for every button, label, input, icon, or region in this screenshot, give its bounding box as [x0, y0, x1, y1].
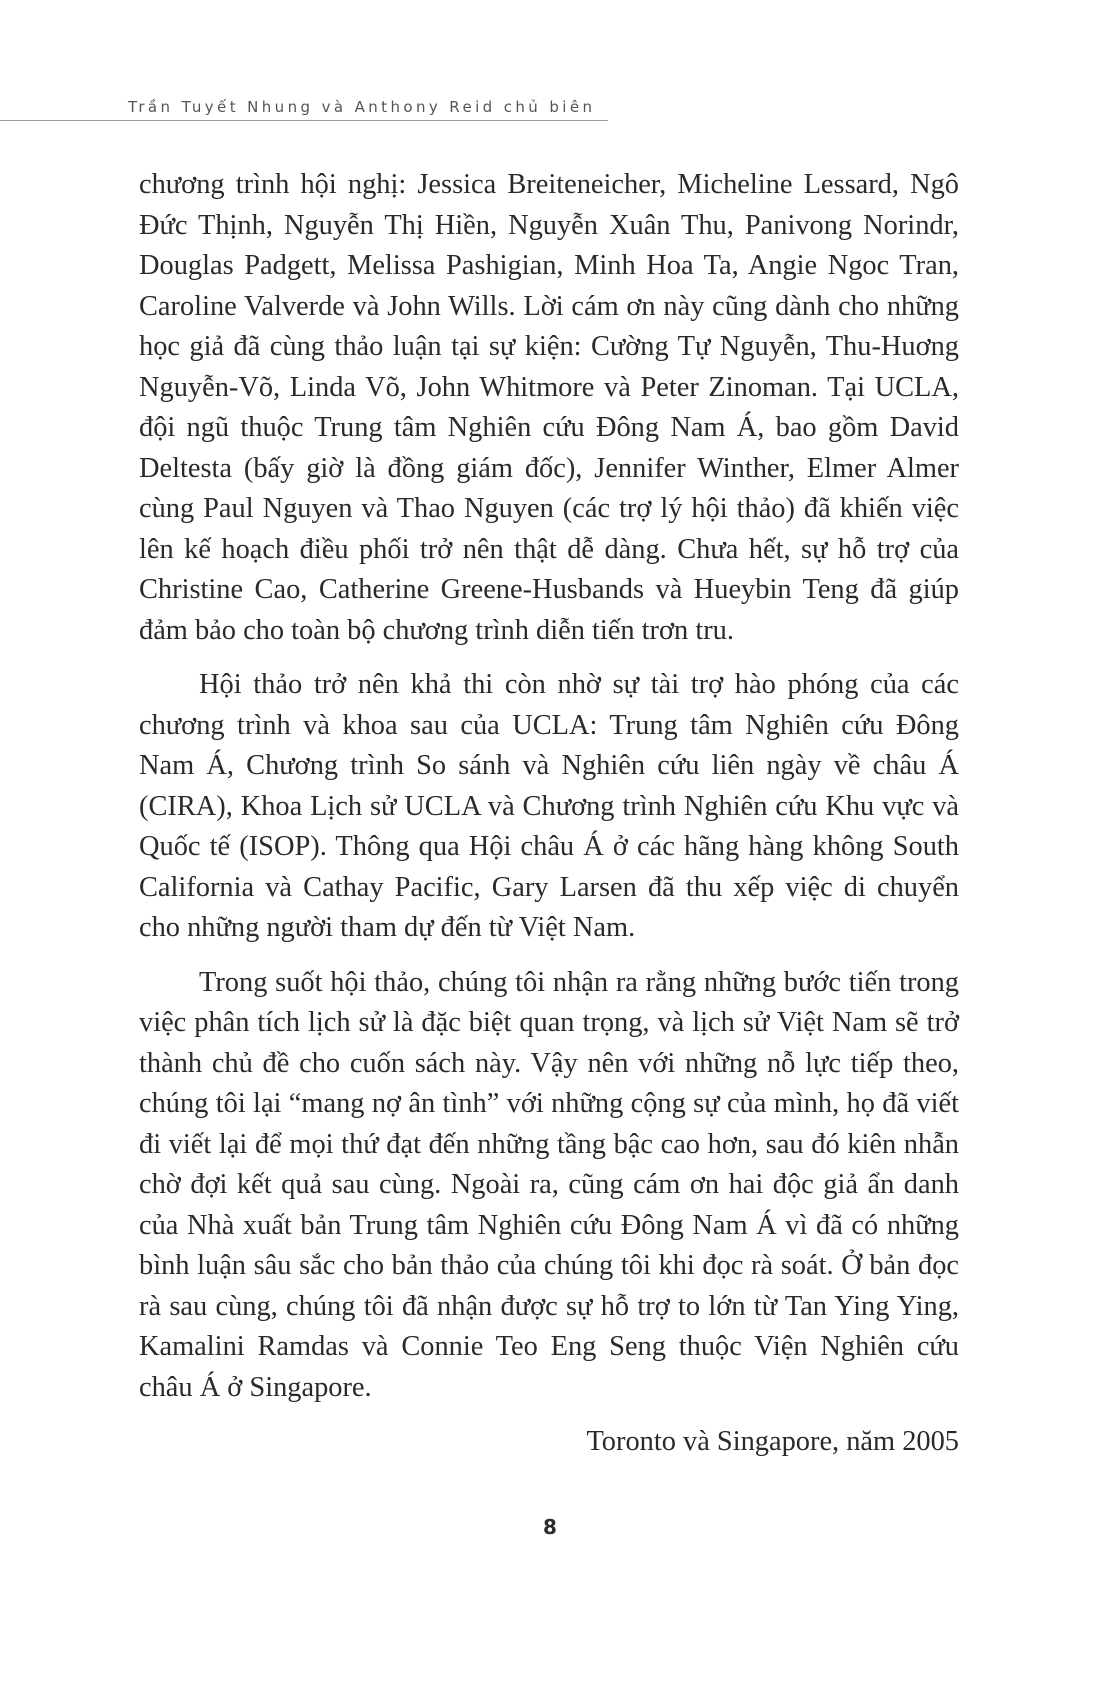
- signoff-place-date: Toronto và Singapore, năm 2005: [586, 1426, 959, 1457]
- paragraph-3: Trong suốt hội thảo, chúng tôi nhận ra rằng những bước tiến trong việc phân tích lịch sử là đặc biệt quan trọng, và lịch sử Việt Nam sẽ trở thành chủ đề cho cuốn sách này. Vậy nên với những nỗ lực tiếp theo, chúng tôi lại “mang nợ ân tình” với những cộng sự của mình, họ đã viết đi viết lại để mọi thứ đạt đến những tầng bậc cao hơn, sau đó kiên nhẫn chờ đợi kết quả sau cùng. Ngoài ra, cũng cám ơn hai độc giả ẩn danh của Nhà xuất bản Trung tâm Nghiên cứu Đông Nam Á vì đã có những bình luận sâu sắc cho bản thảo của chúng tôi khi đọc rà soát. Ở bản đọc rà sau cùng, chúng tôi đã nhận được sự hỗ trợ to lớn từ Tan Ying Ying, Kamalini Ramdas và Connie Teo Eng Seng thuộc Viện Nghiên cứu châu Á ở Singapore.: [139, 966, 959, 1403]
- paragraph-1: chương trình hội nghị: Jessica Breiteneicher, Micheline Lessard, Ngô Đức Thịnh, Nguyễn Thị Hiền, Nguyễn Xuân Thu, Panivong Norindr, Douglas Padgett, Melissa Pashigian, Minh Hoa Ta, Angie Ngoc Tran, Caroline Valverde và John Wills. Lời cám ơn này cũng dành cho những học giả đã cùng thảo luận tại sự kiện: Cường Tự Nguyễn, Thu-Huơng Nguyễn-Võ, Linda Võ, John Whitmore và Peter Zinoman. Tại UCLA, đội ngũ thuộc Trung tâm Nghiên cứu Đông Nam Á, bao gồm David Deltesta (bấy giờ là đồng giám đốc), Jennifer Winther, Elmer Almer cùng Paul Nguyen và Thao Nguyen (các trợ lý hội thảo) đã khiến việc lên kế hoạch điều phối trở nên thật dễ dàng. Chưa hết, sự hỗ trợ của Christine Cao, Catherine Greene-Husbands và Hueybin Teng đã giúp đảm bảo cho toàn bộ chương trình diễn tiến trơn tru.: [139, 169, 959, 646]
- paragraph-2: Hội thảo trở nên khả thi còn nhờ sự tài trợ hào phóng của các chương trình và khoa sau của UCLA: Trung tâm Nghiên cứu Đông Nam Á, Chương trình So sánh và Nghiên cứu liên ngày về châu Á (CIRA), Khoa Lịch sử UCLA và Chương trình Nghiên cứu Khu vực và Quốc tế (ISOP). Thông qua Hội châu Á ở các hãng hàng không South California và Cathay Pacific, Gary Larsen đã thu xếp việc di chuyển cho những người tham dự đến từ Việt Nam.: [139, 669, 959, 943]
- body-text: [139, 165, 959, 1463]
- running-header-title: Trần Tuyết Nhung và Anthony Reid chủ biên: [128, 98, 596, 116]
- page-number: 8: [543, 1515, 557, 1539]
- running-header: [0, 90, 608, 121]
